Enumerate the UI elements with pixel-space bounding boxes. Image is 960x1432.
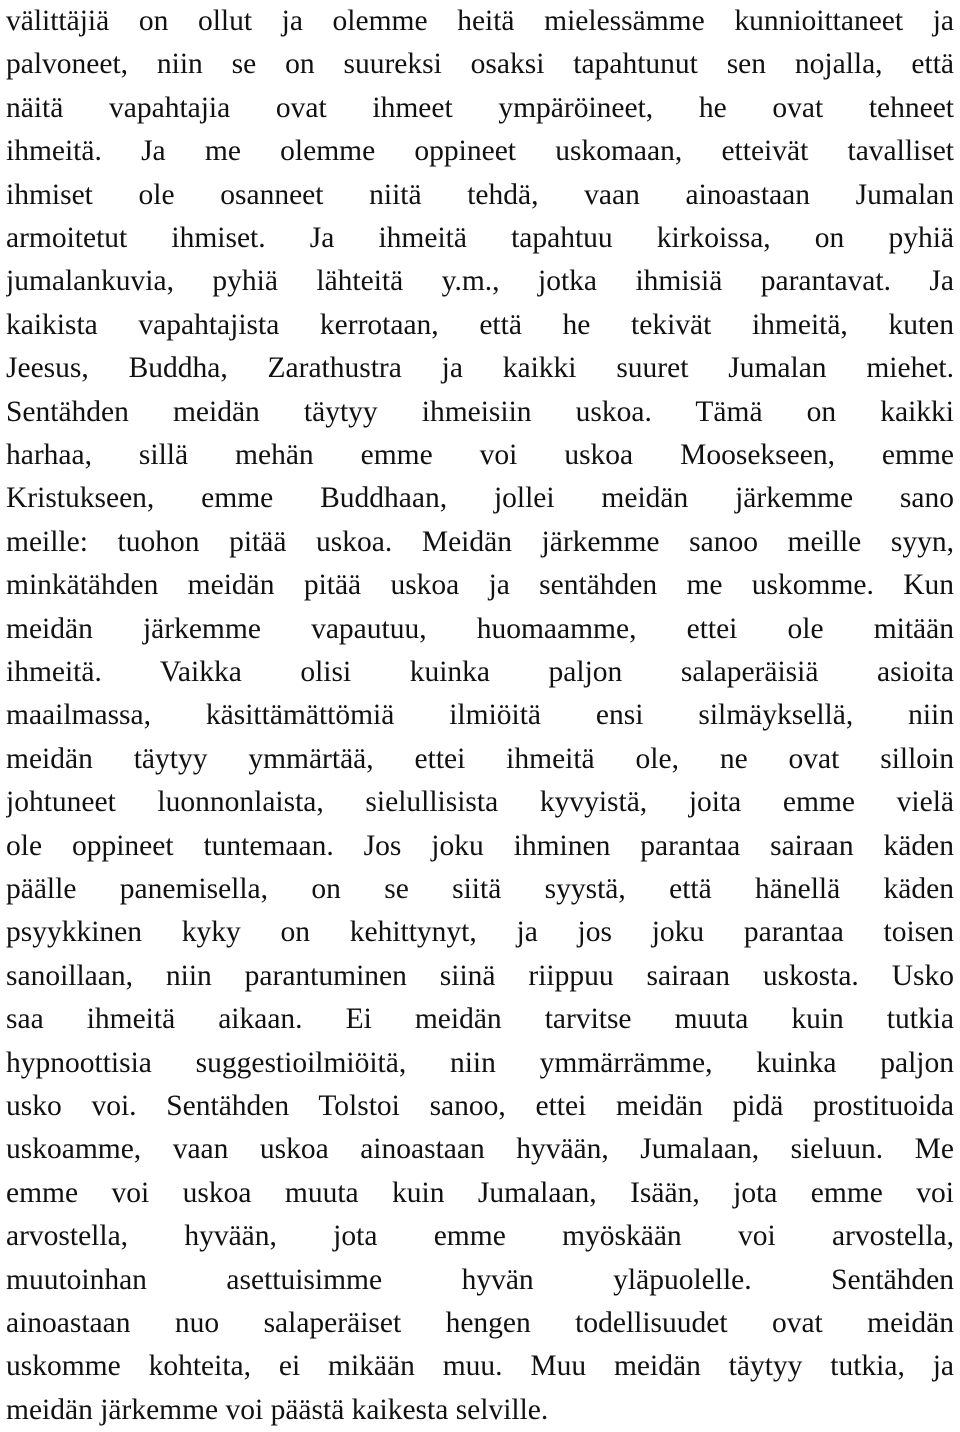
- text-line: harhaa, sillä mehän emme voi uskoa Moosekseen, emme: [6, 439, 954, 471]
- text-line: ole oppineet tuntemaan. Jos joku ihminen parantaa sairaan käden: [6, 829, 954, 862]
- text-line: Jeesus, Buddha, Zarathustra ja kaikki suuret Jumalan miehet.: [6, 352, 954, 385]
- text-line: ihmeitä. Vaikka olisi kuinka paljon salaperäisiä asioita: [6, 656, 954, 688]
- text-line: hypnoottisia suggestioilmiöitä, niin ymmärrämme, kuinka paljon: [6, 1046, 954, 1079]
- text-line: uskoamme, vaan uskoa ainoastaan hyvään, Jumalaan, sieluun. Me: [6, 1133, 954, 1166]
- text-line: välittäjiä on ollut ja olemme heitä mielessämme kunnioittaneet ja: [6, 5, 954, 37]
- text-line: palvoneet, niin se on suureksi osaksi tapahtunut sen nojalla, että: [6, 48, 954, 81]
- text-line: ihmeitä. Ja me olemme oppineet uskomaan, etteivät tavalliset: [6, 135, 954, 168]
- text-line: saa ihmeitä aikaan. Ei meidän tarvitse muuta kuin tutkia: [6, 1003, 954, 1036]
- text-line: sanoillaan, niin parantuminen siinä riippuu sairaan uskosta. Usko: [6, 959, 954, 992]
- text-line: maailmassa, käsittämättömiä ilmiöitä ensi silmäyksellä, niin: [6, 699, 954, 732]
- text-line: emme voi uskoa muuta kuin Jumalaan, Isään, jota emme voi: [6, 1176, 954, 1209]
- text-line: meidän järkemme vapautuu, huomaamme, ettei ole mitään: [6, 612, 954, 645]
- text-line: psyykkinen kyky on kehittynyt, ja jos joku parantaa toisen: [6, 916, 954, 949]
- text-line: näitä vapahtajia ovat ihmeet ympäröineet, he ovat tehneet: [6, 91, 954, 124]
- text-line: muutoinhan asettuisimme hyvän yläpuolelle. Sentähden: [6, 1263, 954, 1296]
- text-line: ainoastaan nuo salaperäiset hengen todellisuudet ovat meidän: [6, 1307, 954, 1339]
- text-line: minkätähden meidän pitää uskoa ja sentähden me uskomme. Kun: [6, 569, 954, 602]
- text-line-last: meidän järkemme voi päästä kaikesta selville.: [6, 1393, 549, 1426]
- text-line: meidän täytyy ymmärtää, ettei ihmeitä ole, ne ovat silloin: [6, 742, 954, 775]
- text-line: kaikista vapahtajista kerrotaan, että he tekivät ihmeitä, kuten: [6, 308, 954, 341]
- text-line: ihmiset ole osanneet niitä tehdä, vaan ainoastaan Jumalan: [6, 178, 954, 211]
- text-line: meille: tuohon pitää uskoa. Meidän järkemme sanoo meille syyn,: [6, 525, 954, 558]
- text-line: usko voi. Sentähden Tolstoi sanoo, ettei meidän pidä prostituoida: [6, 1090, 954, 1122]
- text-line: johtuneet luonnonlaista, sielullisista kyvyistä, joita emme vielä: [6, 786, 954, 819]
- text-line: arvostella, hyvään, jota emme myöskään voi arvostella,: [6, 1220, 954, 1253]
- text-line: armoitetut ihmiset. Ja ihmeitä tapahtuu kirkoissa, on pyhiä: [6, 222, 954, 254]
- text-line: jumalankuvia, pyhiä lähteitä y.m., jotka ihmisiä parantavat. Ja: [6, 265, 954, 298]
- text-line: Sentähden meidän täytyy ihmeisiin uskoa. Tämä on kaikki: [6, 395, 954, 428]
- text-line: uskomme kohteita, ei mikään muu. Muu meidän täytyy tutkia, ja: [6, 1350, 954, 1383]
- text-line: päälle panemisella, on se siitä syystä, että hänellä käden: [6, 873, 954, 905]
- text-line: Kristukseen, emme Buddhaan, jollei meidän järkemme sano: [6, 482, 954, 515]
